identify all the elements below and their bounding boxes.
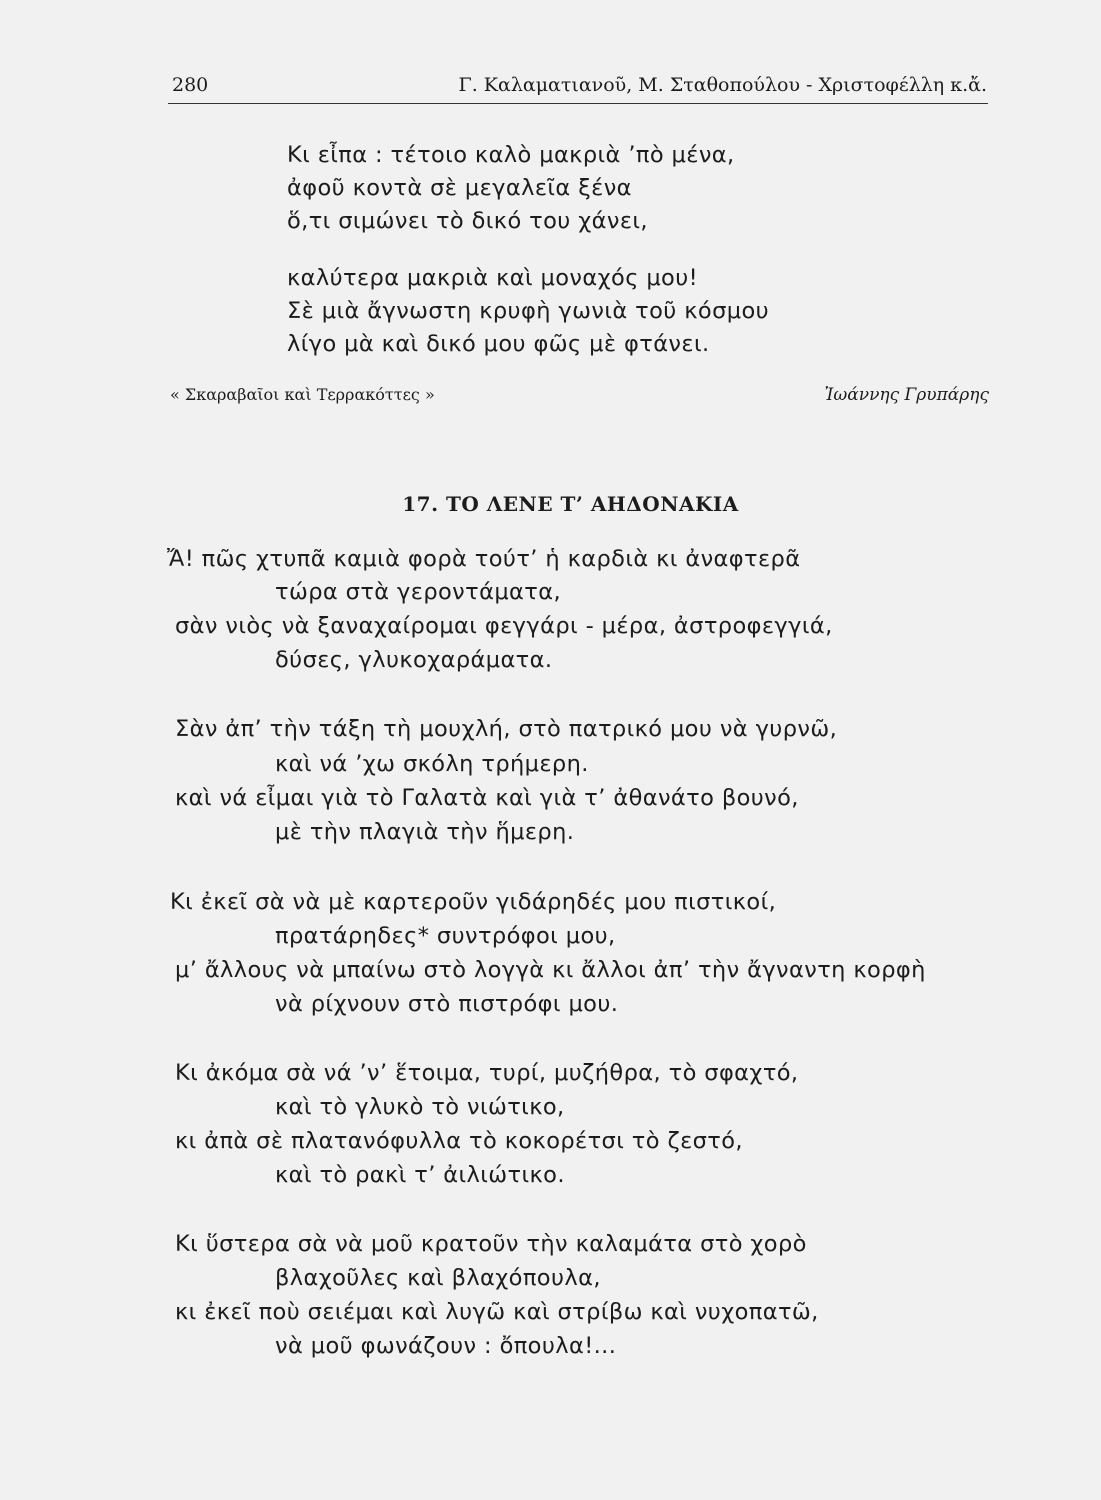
poem-line: πρατάρηδες* συντρόφοι μου, <box>275 923 616 949</box>
poem-line: καὶ νά εἶμαι γιὰ τὸ Γαλατὰ καὶ γιὰ τ’ ἀθανάτο βουνό, <box>175 785 799 811</box>
poem-line: καὶ νά ’χω σκόλη τρήμερη. <box>275 751 589 777</box>
poem-line: κι ἀπὰ σὲ πλατανόφυλλα τὸ κοκορέτσι τὸ ζεστό, <box>175 1128 743 1154</box>
poem-line: κι ἐκεῖ ποὺ σειέμαι καὶ λυγῶ καὶ στρίβω καὶ νυχοπατῶ, <box>175 1299 819 1325</box>
poem-line: δύσες, γλυκοχαράματα. <box>275 647 553 673</box>
poem-line: Ἄ! πῶς χτυπᾶ καμιὰ φορὰ τούτ’ ἡ καρδιὰ κι ἀναφτερᾶ <box>167 546 801 572</box>
poem-line: Σὲ μιὰ ἄγνωστη κρυφὴ γωνιὰ τοῦ κόσμου <box>287 298 770 324</box>
poem-line: καὶ τὸ ρακὶ τ’ ἀιλιώτικο. <box>275 1162 565 1188</box>
poem-line: καὶ τὸ γλυκὸ τὸ νιώτικο, <box>275 1094 565 1120</box>
poem-line: βλαχοῦλες καὶ βλαχόπουλα, <box>275 1265 601 1291</box>
page-number: 280 <box>172 74 209 96</box>
poem-line: νὰ μοῦ φωνάζουν : ὄπουλα!... <box>275 1333 617 1359</box>
poem-title: 17. ΤΟ ΛΕΝΕ Τ’ ΑΗΔΟΝΑΚΙΑ <box>402 492 739 516</box>
poem-line: Κι ὕστερα σὰ νὰ μοῦ κρατοῦν τὴν καλαμάτα στὸ χορὸ <box>175 1231 807 1257</box>
header-rule <box>168 103 988 104</box>
poem-line: τώρα στὰ γεροντάματα, <box>275 579 561 605</box>
poem-line: σὰν νιὸς νὰ ξαναχαίρομαι φεγγάρι - μέρα, ἀστροφεγγιά, <box>175 613 833 639</box>
poem-line: ὅ,τι σιμώνει τὸ δικό του χάνει, <box>287 208 648 234</box>
poem-source: « Σκαραβαῖοι καὶ Τερρακόττες » <box>170 385 435 404</box>
poem-line: μὲ τὴν πλαγιὰ τὴν ἥμερη. <box>275 819 575 845</box>
poem-line: Κι ἐκεῖ σὰ νὰ μὲ καρτεροῦν γιδάρηδές μου πιστικοί, <box>170 889 777 915</box>
poem-line: μ’ ἄλλους νὰ μπαίνω στὸ λογγὰ κι ἄλλοι ἀπ’ τὴν ἄγναντη κορφὴ <box>175 957 926 983</box>
poem-line: νὰ ρίχνουν στὸ πιστρόφι μου. <box>275 991 619 1017</box>
poem-line: λίγο μὰ καὶ δικό μου φῶς μὲ φτάνει. <box>287 331 710 357</box>
poem-line: Κι εἶπα : τέτοιο καλὸ μακριὰ ’πὸ μένα, <box>287 142 735 168</box>
poem-line: Σὰν ἀπ’ τὴν τάξη τὴ μουχλή, στὸ πατρικό μου νὰ γυρνῶ, <box>175 716 838 742</box>
poem-line: καλύτερα μακριὰ καὶ μοναχός μου! <box>287 265 699 291</box>
page-header <box>165 70 991 104</box>
poem-author: Ἰωάννης Γρυπάρης <box>824 385 989 405</box>
poem-line: Κι ἀκόμα σὰ νά ’ν’ ἕτοιμα, τυρί, μυζήθρα, τὸ σφαχτό, <box>175 1060 799 1086</box>
poem-line: ἀφοῦ κοντὰ σὲ μεγαλεῖα ξένα <box>287 175 632 201</box>
running-head: Γ. Καλαματιανοῦ, Μ. Σταθοπούλου - Χριστοφέλλη κ.ἄ. <box>458 74 987 96</box>
